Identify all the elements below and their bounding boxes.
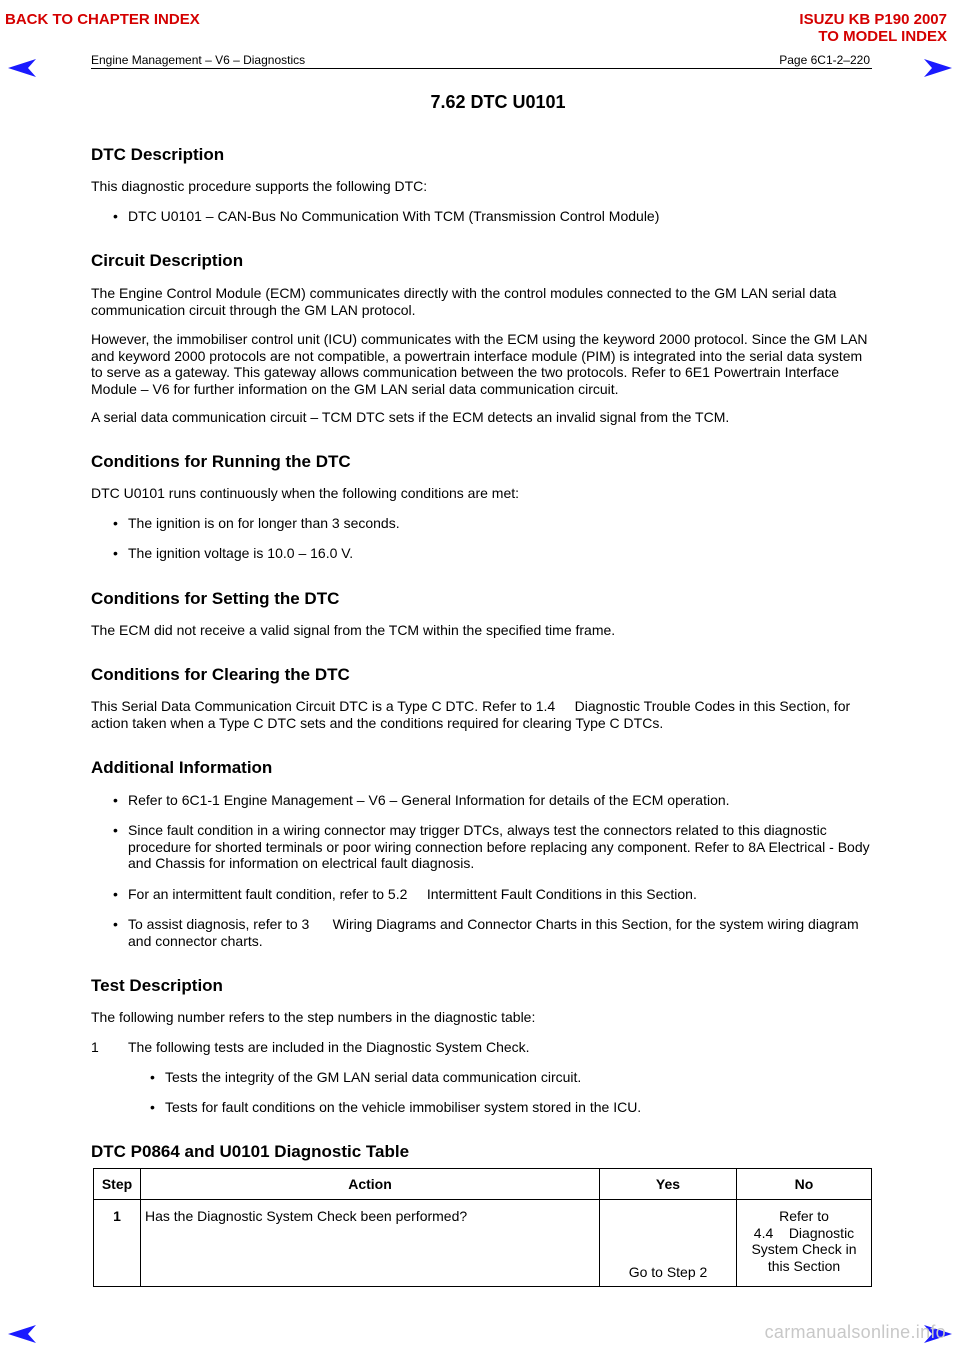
running-header-page: Page 6C1-2–220 bbox=[779, 53, 870, 67]
model-index-line2: TO MODEL INDEX bbox=[818, 28, 947, 45]
heading-conditions-clearing: Conditions for Clearing the DTC bbox=[91, 665, 350, 684]
conditions-running-intro: DTC U0101 runs continuously when the following conditions are met: bbox=[91, 485, 520, 501]
conditions-clearing-text: This Serial Data Communication Circuit DTC is a Type C DTC. Refer to 1.4 Diagnostic Trouble Codes in this Section, for action taken when a Type C DTC sets and the conditions required for clearing Type C DTCs. bbox=[91, 698, 855, 731]
cell-yes: Go to Step 2 bbox=[600, 1200, 737, 1287]
bullet-icon: • bbox=[113, 916, 118, 932]
heading-dtc-description: DTC Description bbox=[91, 145, 225, 164]
table-header-row bbox=[94, 1169, 872, 1200]
bullet-icon: • bbox=[113, 208, 118, 224]
conditions-running-bullet-1: The ignition is on for longer than 3 seconds. bbox=[128, 515, 400, 531]
additional-info-bullet-1: Refer to 6C1-1 Engine Management – V6 – General Information for details of the ECM operation. bbox=[128, 792, 730, 808]
dtc-description-intro: This diagnostic procedure supports the following DTC: bbox=[91, 178, 428, 194]
conditions-running-bullet-2: The ignition voltage is 10.0 – 16.0 V. bbox=[128, 545, 354, 561]
cell-no-line: System Check in bbox=[751, 1241, 857, 1257]
circuit-description-p2: However, the immobiliser control unit (ICU) communicates with the ECM using the keyword 2000 protocol. Since the GM LAN and keyword 2000 protocols are not compatible, a powertrain interface module (PIM) is integrated into the serial data system to serve as a gateway. This gateway allows communication between the two protocols. Refer to 6E1 Powertrain Interface Module – V6 for further information on the GM LAN serial data communication circuit. bbox=[91, 331, 868, 397]
next-page-arrow-icon[interactable] bbox=[924, 58, 952, 78]
model-index-line1: ISUZU KB P190 2007 bbox=[799, 11, 947, 28]
test-sub-bullet-1: Tests the integrity of the GM LAN serial data communication circuit. bbox=[165, 1069, 582, 1085]
test-description-intro: The following number refers to the step numbers in the diagnostic table: bbox=[91, 1009, 536, 1025]
bullet-icon: • bbox=[113, 886, 118, 902]
test-sub-bullet-2: Tests for fault conditions on the vehicle immobiliser system stored in the ICU. bbox=[165, 1099, 642, 1115]
conditions-setting-text: The ECM did not receive a valid signal from the TCM within the specified time frame. bbox=[91, 622, 616, 638]
bullet-icon: • bbox=[113, 822, 118, 838]
circuit-description-p1: The Engine Control Module (ECM) communicates directly with the control modules connected to the GM LAN serial data communication circuit through the GM LAN protocol. bbox=[91, 285, 837, 318]
cell-no-line: this Section bbox=[767, 1257, 841, 1274]
cell-no bbox=[737, 1200, 872, 1287]
bullet-icon: • bbox=[150, 1069, 155, 1085]
prev-page-arrow-icon[interactable] bbox=[8, 58, 36, 78]
additional-info-bullet-4: To assist diagnosis, refer to 3 Wiring Diagrams and Connector Charts in this Section, for the system wiring diagram and connector charts. bbox=[128, 916, 863, 949]
column-header-action: Action bbox=[141, 1169, 600, 1200]
cell-action: Has the Diagnostic System Check been performed? bbox=[141, 1200, 600, 1287]
heading-circuit-description: Circuit Description bbox=[91, 251, 244, 270]
dtc-description-bullet: DTC U0101 – CAN-Bus No Communication With TCM (Transmission Control Module) bbox=[128, 208, 660, 224]
additional-info-bullet-2: Since fault condition in a wiring connector may trigger DTCs, always test the connectors related to this diagnostic procedure for shorted terminals or poor wiring connection before replacing any component. Refer to 8A Electrical - Body and Chassis for information on electrical fault diagnosis. bbox=[128, 822, 870, 871]
table-row bbox=[94, 1200, 872, 1287]
additional-info-bullet-3: For an intermittent fault condition, refer to 5.2 Intermittent Fault Conditions in this Section. bbox=[128, 886, 697, 902]
running-header-left: Engine Management – V6 – Diagnostics bbox=[91, 53, 306, 67]
heading-conditions-setting: Conditions for Setting the DTC bbox=[91, 589, 340, 608]
bullet-icon: • bbox=[150, 1099, 155, 1115]
bullet-icon: • bbox=[113, 515, 118, 531]
bullet-icon: • bbox=[113, 792, 118, 808]
header-rule bbox=[91, 68, 872, 69]
page-title: 7.62 DTC U0101 bbox=[430, 92, 566, 112]
cell-no-line: Refer to bbox=[779, 1208, 829, 1224]
test-step-text: The following tests are included in the Diagnostic System Check. bbox=[128, 1039, 530, 1055]
heading-diagnostic-table: DTC P0864 and U0101 Diagnostic Table bbox=[91, 1142, 410, 1161]
column-header-yes: Yes bbox=[600, 1169, 737, 1200]
cell-no-line: 4.4 Diagnostic bbox=[753, 1224, 855, 1241]
back-to-chapter-index-link[interactable]: BACK TO CHAPTER INDEX bbox=[5, 11, 200, 28]
bullet-icon: • bbox=[113, 545, 118, 561]
column-header-no: No bbox=[737, 1169, 872, 1200]
diagnostic-table bbox=[93, 1168, 872, 1287]
test-step-number: 1 bbox=[91, 1039, 99, 1055]
heading-test-description: Test Description bbox=[91, 976, 223, 995]
heading-conditions-running: Conditions for Running the DTC bbox=[91, 452, 351, 471]
watermark: carmanualsonline.info bbox=[764, 1322, 946, 1342]
prev-page-arrow-bottom-icon[interactable] bbox=[8, 1324, 36, 1344]
column-header-step: Step bbox=[94, 1169, 141, 1200]
heading-additional-information: Additional Information bbox=[91, 758, 273, 777]
model-index-link[interactable] bbox=[799, 11, 947, 45]
cell-step: 1 bbox=[94, 1200, 141, 1287]
circuit-description-p3: A serial data communication circuit – TCM DTC sets if the ECM detects an invalid signal from the TCM. bbox=[91, 409, 730, 425]
